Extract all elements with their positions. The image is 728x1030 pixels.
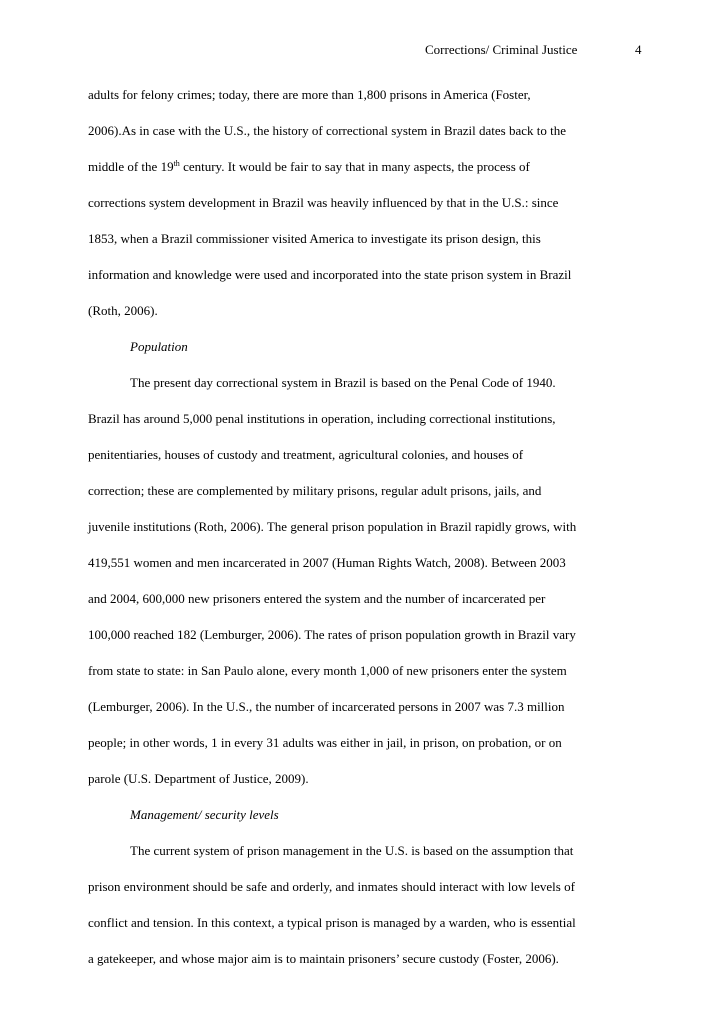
text-line: Brazil has around 5,000 penal institutions in operation, including correctional institutions,: [88, 411, 556, 426]
text-line: adults for felony crimes; today, there are more than 1,800 prisons in America (Foster,: [88, 87, 531, 102]
text-line: (Lemburger, 2006). In the U.S., the number of incarcerated persons in 2007 was 7.3 million: [88, 699, 565, 714]
text-line: prison environment should be safe and orderly, and inmates should interact with low levels of: [88, 879, 575, 894]
text-line: from state to state: in San Paulo alone, every month 1,000 of new prisoners enter the system: [88, 663, 567, 678]
text-line: corrections system development in Brazil was heavily influenced by that in the U.S.: since: [88, 195, 559, 210]
text-line: conflict and tension. In this context, a typical prison is managed by a warden, who is essential: [88, 915, 576, 930]
text-line: a gatekeeper, and whose major aim is to maintain prisoners’ secure custody (Foster, 2006).: [88, 951, 559, 966]
text-line: (Roth, 2006).: [88, 303, 158, 318]
text-line: information and knowledge were used and incorporated into the state prison system in Brazil: [88, 267, 572, 282]
section-heading-management: Management/ security levels: [130, 807, 279, 822]
superscript: th: [173, 159, 180, 168]
text-line: [88, 158, 530, 176]
page-number: 4: [635, 42, 642, 57]
text-line: parole (U.S. Department of Justice, 2009).: [88, 771, 309, 786]
text-line: penitentiaries, houses of custody and treatment, agricultural colonies, and houses of: [88, 447, 524, 462]
text-segment: century. It would be fair to say that in many aspects, the process of: [179, 159, 530, 174]
text-line: The present day correctional system in Brazil is based on the Penal Code of 1940.: [130, 375, 556, 390]
section-heading-population: Population: [130, 339, 188, 354]
text-line: people; in other words, 1 in every 31 adults was either in jail, in prison, on probation, or on: [88, 735, 562, 750]
text-line: The current system of prison management in the U.S. is based on the assumption that: [130, 843, 574, 858]
text-line: 419,551 women and men incarcerated in 2007 (Human Rights Watch, 2008). Between 2003: [88, 555, 566, 570]
text-line: 2006).As in case with the U.S., the history of correctional system in Brazil dates back to the: [88, 123, 566, 138]
text-line: correction; these are complemented by military prisons, regular adult prisons, jails, and: [88, 483, 542, 498]
text-line: and 2004, 600,000 new prisoners entered the system and the number of incarcerated per: [88, 591, 546, 606]
page-header: [0, 42, 728, 62]
text-line: 1853, when a Brazil commissioner visited America to investigate its prison design, this: [88, 231, 541, 246]
running-head: Corrections/ Criminal Justice: [425, 42, 578, 57]
text-line: 100,000 reached 182 (Lemburger, 2006). The rates of prison population growth in Brazil vary: [88, 627, 576, 642]
text-segment: middle of the 19: [88, 159, 174, 174]
text-line: juvenile institutions (Roth, 2006). The general prison population in Brazil rapidly grows, with: [88, 519, 577, 534]
